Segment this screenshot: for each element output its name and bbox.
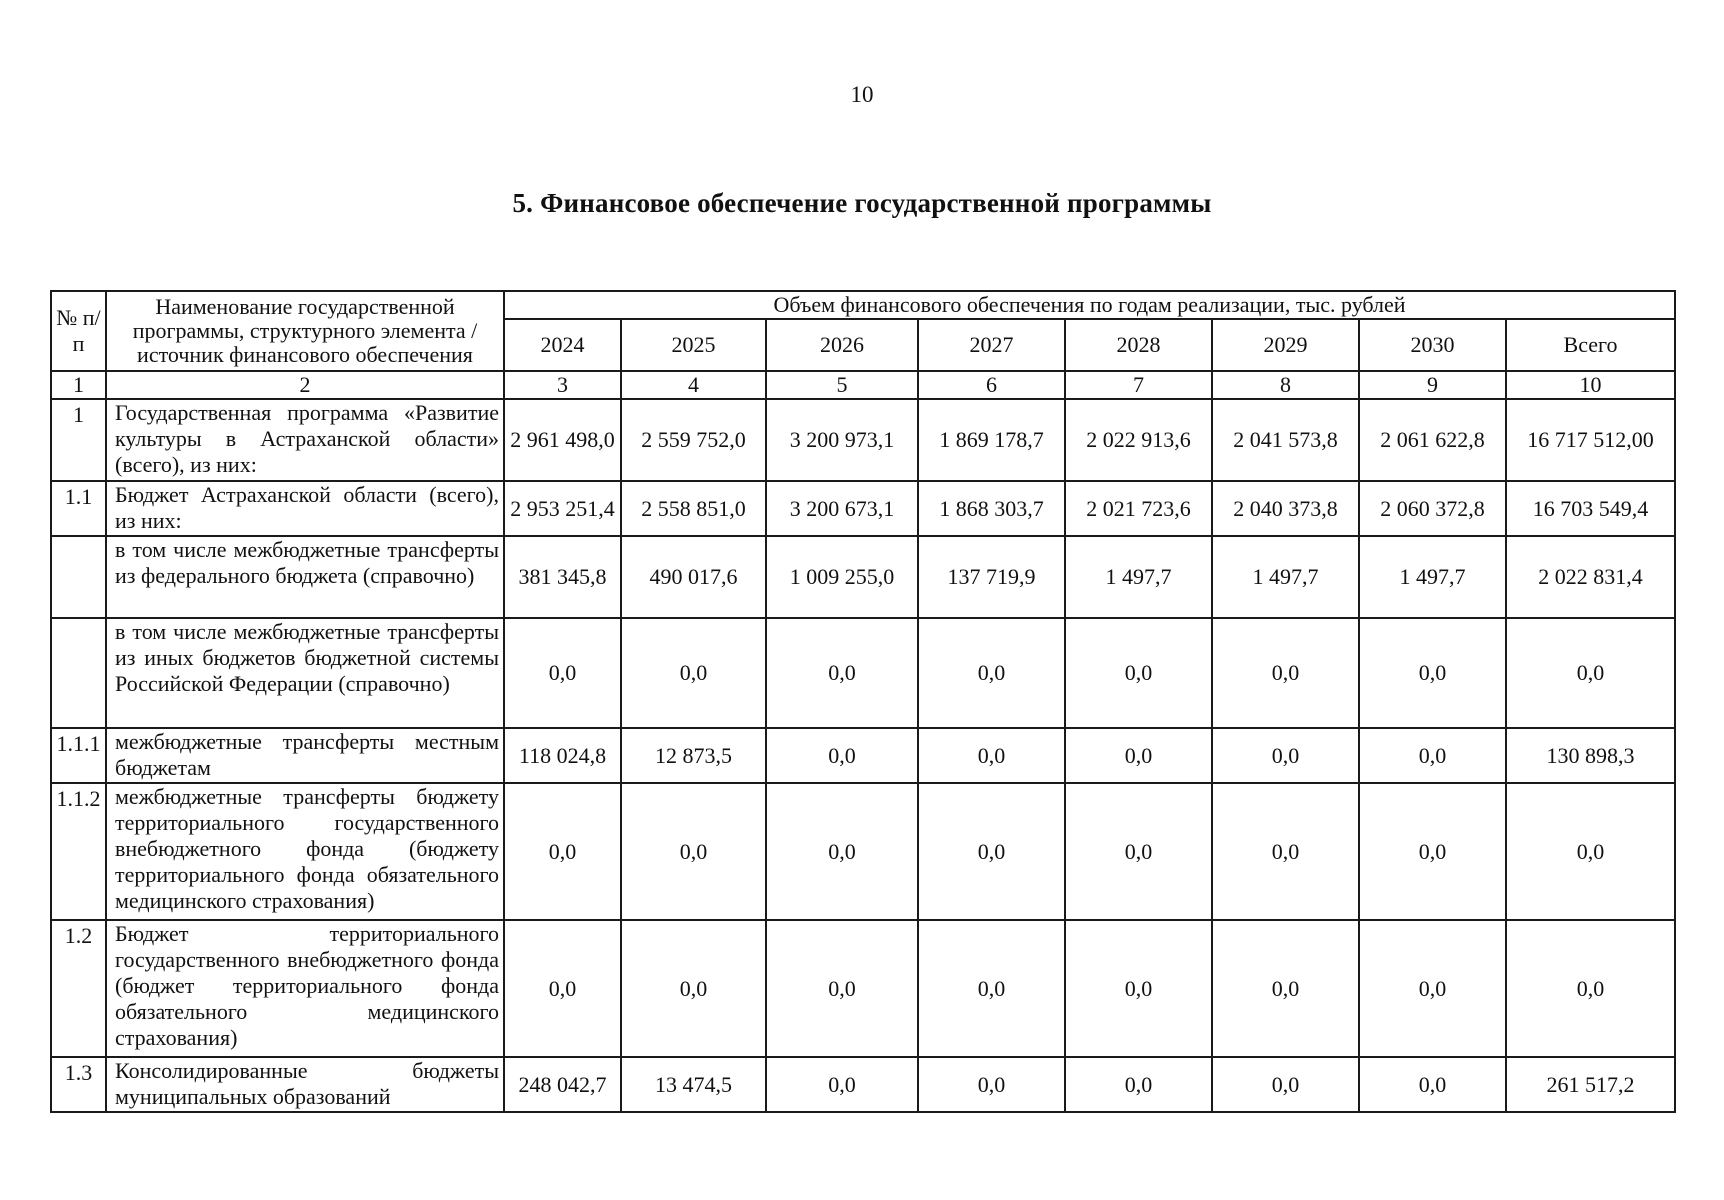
- row-value: 0,0: [766, 1057, 918, 1112]
- section-title: 5. Финансовое обеспечение государственной программы: [512, 188, 1212, 218]
- column-number: 4: [621, 371, 766, 399]
- row-value: 1 869 178,7: [918, 399, 1065, 481]
- header-row-top: [51, 291, 1675, 319]
- row-value: 0,0: [918, 920, 1065, 1057]
- row-value: 381 345,8: [504, 536, 621, 618]
- row-value: 490 017,6: [621, 536, 766, 618]
- row-value: 2 060 372,8: [1359, 481, 1506, 536]
- row-number: [51, 536, 106, 618]
- header-year: 2024: [504, 319, 621, 371]
- row-value: 0,0: [918, 728, 1065, 783]
- row-name: в том числе межбюджетные трансферты из иных бюджетов бюджетной системы Российской Федерации (справочно): [106, 618, 504, 728]
- row-name: межбюджетные трансферты местным бюджетам: [106, 728, 504, 783]
- column-number: 9: [1359, 371, 1506, 399]
- table-row: [51, 536, 1675, 618]
- row-value: 0,0: [504, 783, 621, 920]
- row-value: 0,0: [1212, 728, 1359, 783]
- column-number: 8: [1212, 371, 1359, 399]
- row-value: 1 009 255,0: [766, 536, 918, 618]
- column-numbers-row: [51, 371, 1675, 399]
- row-number: [51, 618, 106, 728]
- header-year: 2028: [1065, 319, 1212, 371]
- column-number: 7: [1065, 371, 1212, 399]
- column-number: 6: [918, 371, 1065, 399]
- row-value: 0,0: [1065, 783, 1212, 920]
- row-number: 1.2: [51, 920, 106, 1057]
- column-number: 10: [1506, 371, 1675, 399]
- table-row: [51, 920, 1675, 1057]
- column-number: 2: [106, 371, 504, 399]
- column-number: 5: [766, 371, 918, 399]
- row-value: 2 022 913,6: [1065, 399, 1212, 481]
- row-value: 0,0: [766, 728, 918, 783]
- row-number: 1.3: [51, 1057, 106, 1112]
- row-value: 2 559 752,0: [621, 399, 766, 481]
- row-value: 0,0: [621, 618, 766, 728]
- row-total: 16 717 512,00: [1506, 399, 1675, 481]
- row-value: 0,0: [1359, 1057, 1506, 1112]
- row-value: 12 873,5: [621, 728, 766, 783]
- row-number: 1.1.1: [51, 728, 106, 783]
- row-name: Консолидированные бюджеты муниципальных образований: [106, 1057, 504, 1112]
- row-value: 3 200 673,1: [766, 481, 918, 536]
- row-value: 0,0: [1065, 920, 1212, 1057]
- row-value: 2 061 622,8: [1359, 399, 1506, 481]
- row-value: 0,0: [1065, 1057, 1212, 1112]
- page-number: 10: [850, 82, 874, 107]
- row-total: 0,0: [1506, 783, 1675, 920]
- row-value: 248 042,7: [504, 1057, 621, 1112]
- row-number: 1: [51, 399, 106, 481]
- row-value: 0,0: [766, 783, 918, 920]
- row-value: 0,0: [504, 618, 621, 728]
- financing-table: [50, 290, 1676, 1113]
- row-total: 0,0: [1506, 920, 1675, 1057]
- header-total: Всего: [1506, 319, 1675, 371]
- row-value: 2 040 373,8: [1212, 481, 1359, 536]
- header-num: № п/п: [51, 291, 106, 371]
- row-value: 2 558 851,0: [621, 481, 766, 536]
- table-row: [51, 728, 1675, 783]
- header-year: 2027: [918, 319, 1065, 371]
- row-value: 0,0: [1359, 783, 1506, 920]
- row-total: 261 517,2: [1506, 1057, 1675, 1112]
- header-year: 2026: [766, 319, 918, 371]
- row-value: 0,0: [918, 783, 1065, 920]
- row-value: 2 953 251,4: [504, 481, 621, 536]
- row-value: 137 719,9: [918, 536, 1065, 618]
- row-value: 0,0: [1359, 618, 1506, 728]
- table-row: [51, 399, 1675, 481]
- header-name: Наименование государственной программы, структурного элемента / источник финансового обеспечения: [106, 291, 504, 371]
- header-group: Объем финансового обеспечения по годам реализации, тыс. рублей: [504, 291, 1675, 319]
- row-total: 0,0: [1506, 618, 1675, 728]
- row-value: 0,0: [1065, 618, 1212, 728]
- row-value: 1 497,7: [1212, 536, 1359, 618]
- header-year: 2029: [1212, 319, 1359, 371]
- row-value: 1 497,7: [1065, 536, 1212, 618]
- row-name: межбюджетные трансферты бюджету территориального государственного внебюджетного фонда (бюджету территориального фонда обязательного медицинского страхования): [106, 783, 504, 920]
- header-year: 2025: [621, 319, 766, 371]
- row-number: 1.1: [51, 481, 106, 536]
- row-value: 3 200 973,1: [766, 399, 918, 481]
- row-value: 2 961 498,0: [504, 399, 621, 481]
- row-value: 0,0: [504, 920, 621, 1057]
- row-name: Бюджет территориального государственного внебюджетного фонда (бюджет территориального фонда обязательного медицинского страхования): [106, 920, 504, 1057]
- column-number: 1: [51, 371, 106, 399]
- row-value: 0,0: [621, 783, 766, 920]
- row-name: Государственная программа «Развитие культуры в Астраханской области» (всего), из них:: [106, 399, 504, 481]
- table-row: [51, 481, 1675, 536]
- row-number: 1.1.2: [51, 783, 106, 920]
- table-row: [51, 783, 1675, 920]
- row-value: 2 021 723,6: [1065, 481, 1212, 536]
- row-value: 1 868 303,7: [918, 481, 1065, 536]
- row-value: 118 024,8: [504, 728, 621, 783]
- table-row: [51, 1057, 1675, 1112]
- table-row: [51, 618, 1675, 728]
- row-value: 0,0: [1065, 728, 1212, 783]
- row-value: 0,0: [1359, 920, 1506, 1057]
- row-value: 0,0: [1212, 1057, 1359, 1112]
- header-year: 2030: [1359, 319, 1506, 371]
- row-value: 1 497,7: [1359, 536, 1506, 618]
- row-value: 0,0: [918, 618, 1065, 728]
- row-value: 0,0: [1359, 728, 1506, 783]
- row-total: 130 898,3: [1506, 728, 1675, 783]
- row-value: 0,0: [766, 618, 918, 728]
- column-number: 3: [504, 371, 621, 399]
- row-name: в том числе межбюджетные трансферты из федерального бюджета (справочно): [106, 536, 504, 618]
- row-value: 13 474,5: [621, 1057, 766, 1112]
- row-value: 0,0: [766, 920, 918, 1057]
- row-value: 0,0: [1212, 920, 1359, 1057]
- row-value: 0,0: [621, 920, 766, 1057]
- row-name: Бюджет Астраханской области (всего), из них:: [106, 481, 504, 536]
- row-value: 0,0: [1212, 618, 1359, 728]
- row-value: 2 041 573,8: [1212, 399, 1359, 481]
- row-total: 16 703 549,4: [1506, 481, 1675, 536]
- row-value: 0,0: [1212, 783, 1359, 920]
- row-value: 0,0: [918, 1057, 1065, 1112]
- row-total: 2 022 831,4: [1506, 536, 1675, 618]
